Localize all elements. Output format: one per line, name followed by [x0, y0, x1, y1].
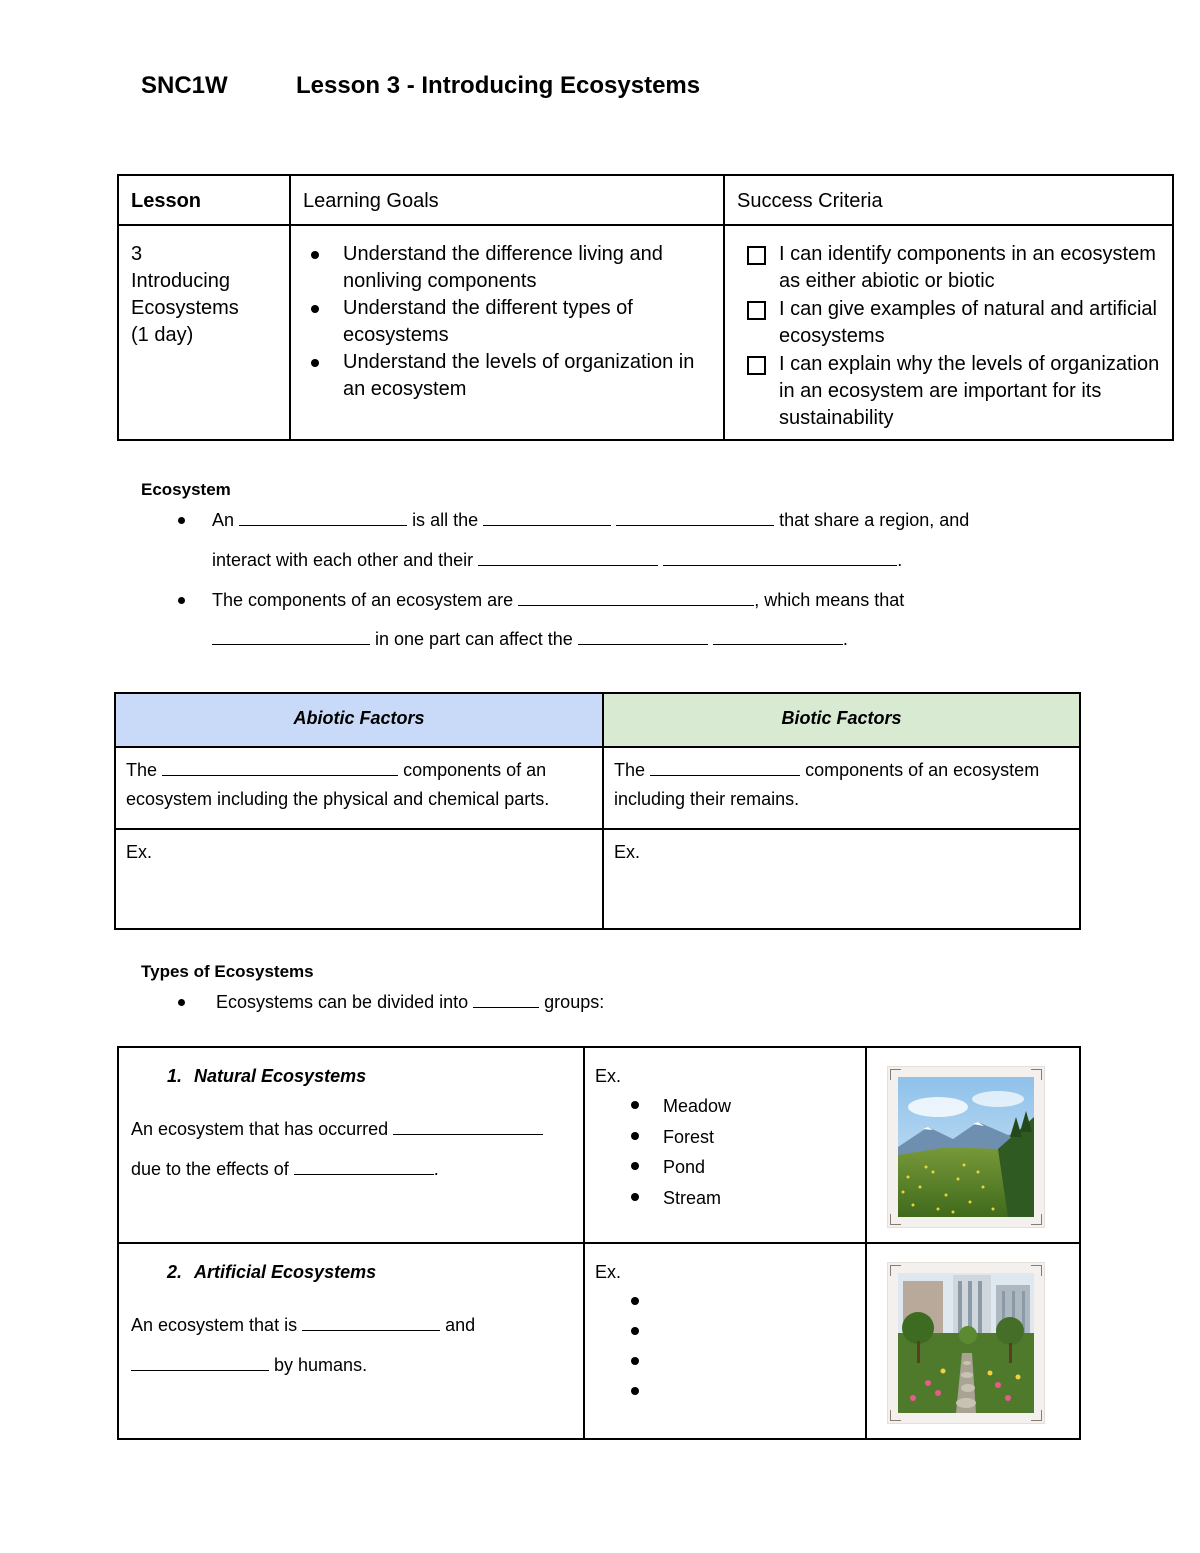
fill-blank[interactable] [302, 1314, 440, 1331]
success-criteria-cell [724, 225, 1173, 440]
biotic-factors-header: Biotic Factors [603, 693, 1080, 747]
learning-goal: Understand the different types of ecosystems [303, 295, 713, 349]
urban-garden-image [898, 1273, 1034, 1413]
lesson-name-line1: Introducing [131, 270, 230, 292]
success-criterion: I can identify components in an ecosystem as either abiotic or biotic [737, 241, 1162, 295]
artificial-examples-cell [584, 1243, 866, 1439]
fill-blank[interactable] [239, 509, 407, 526]
natural-heading: 1. Natural Ecosystems [167, 1066, 367, 1086]
natural-definition-line1: An ecosystem that has occurred [131, 1118, 543, 1140]
success-criterion: I can explain why the levels of organization in an ecosystem are important for its sustainability [737, 351, 1162, 432]
checkbox[interactable] [747, 301, 766, 320]
page-title: Lesson 3 - Introducing Ecosystems [296, 72, 701, 99]
lesson-duration: (1 day) [131, 324, 194, 346]
lesson-table [117, 174, 1174, 441]
success-criteria-header: Success Criteria [724, 175, 1173, 225]
artificial-ecosystem-cell [118, 1243, 584, 1439]
checkbox[interactable] [747, 246, 766, 265]
biotic-definition: The components of an ecosystem including their remains. [603, 747, 1080, 829]
factors-table [114, 692, 1081, 930]
bullet-dot [178, 597, 185, 604]
bullet-dot [178, 999, 185, 1006]
lesson-name-line2: Ecosystems [131, 297, 239, 319]
learning-goal: Understand the levels of organization in an ecosystem [303, 349, 713, 403]
success-criterion: I can give examples of natural and artificial ecosystems [737, 296, 1162, 350]
artificial-example-blank[interactable] [623, 1287, 668, 1317]
artificial-heading: 2. Artificial Ecosystems [167, 1262, 377, 1282]
ex-label: Ex. [595, 1262, 622, 1282]
artificial-definition-line2: by humans. [131, 1354, 367, 1376]
natural-example: Pond [623, 1152, 731, 1183]
natural-ecosystem-cell [118, 1047, 584, 1243]
natural-definition-line2: due to the effects of . [131, 1159, 439, 1179]
ex-label: Ex. [595, 1066, 622, 1086]
fill-blank[interactable] [294, 1158, 434, 1175]
natural-example: Forest [623, 1122, 731, 1153]
learning-goals-cell [290, 225, 724, 440]
lesson-number: 3 [131, 243, 143, 265]
natural-examples-cell [584, 1047, 866, 1243]
meadow-image [898, 1077, 1034, 1217]
natural-example: Stream [623, 1183, 731, 1214]
fill-blank[interactable] [483, 509, 611, 526]
abiotic-factors-header: Abiotic Factors [115, 693, 603, 747]
course-code: SNC1W [141, 72, 228, 99]
components-line1: The components of an ecosystem are , which means that [212, 590, 905, 610]
fill-blank[interactable] [713, 628, 843, 645]
fill-blank[interactable] [131, 1354, 269, 1371]
fill-blank[interactable] [578, 628, 708, 645]
fill-blank[interactable] [616, 509, 774, 526]
artificial-example-blank[interactable] [623, 1347, 668, 1377]
fill-blank[interactable] [518, 589, 754, 606]
artificial-example-blank[interactable] [623, 1317, 668, 1347]
fill-blank[interactable] [162, 759, 398, 776]
natural-image-cell [866, 1047, 1080, 1243]
types-section-title: Types of Ecosystems [141, 962, 314, 981]
types-table [117, 1046, 1081, 1440]
lesson-header: Lesson [118, 175, 290, 225]
components-line2: in one part can affect the . [212, 628, 848, 650]
ecosystem-definition-line1: An is all the that share a region, and [212, 510, 970, 530]
artificial-image-cell [866, 1243, 1080, 1439]
garden-photo-frame [887, 1262, 1045, 1424]
artificial-example-blank[interactable] [623, 1377, 668, 1407]
checkbox[interactable] [747, 356, 766, 375]
fill-blank[interactable] [650, 759, 800, 776]
learning-goal: Understand the difference living and nonliving components [303, 241, 713, 295]
fill-blank[interactable] [478, 549, 658, 566]
types-groups-line: Ecosystems can be divided into groups: [216, 992, 605, 1012]
meadow-photo-frame [887, 1066, 1045, 1228]
biotic-examples-cell[interactable]: Ex. [603, 829, 1080, 929]
bullet-dot [178, 517, 185, 524]
artificial-definition-line1: An ecosystem that is and [131, 1315, 476, 1335]
fill-blank[interactable] [663, 549, 897, 566]
ecosystem-definition-line2: interact with each other and their . [212, 550, 903, 570]
fill-blank[interactable] [473, 991, 539, 1008]
abiotic-examples-cell[interactable]: Ex. [115, 829, 603, 929]
fill-blank[interactable] [212, 628, 370, 645]
natural-example: Meadow [623, 1091, 731, 1122]
abiotic-definition: The components of an ecosystem including the physical and chemical parts. [115, 747, 603, 829]
ecosystem-section-title: Ecosystem [141, 480, 231, 499]
learning-goals-header: Learning Goals [290, 175, 724, 225]
fill-blank[interactable] [393, 1118, 543, 1135]
lesson-cell [118, 225, 290, 440]
